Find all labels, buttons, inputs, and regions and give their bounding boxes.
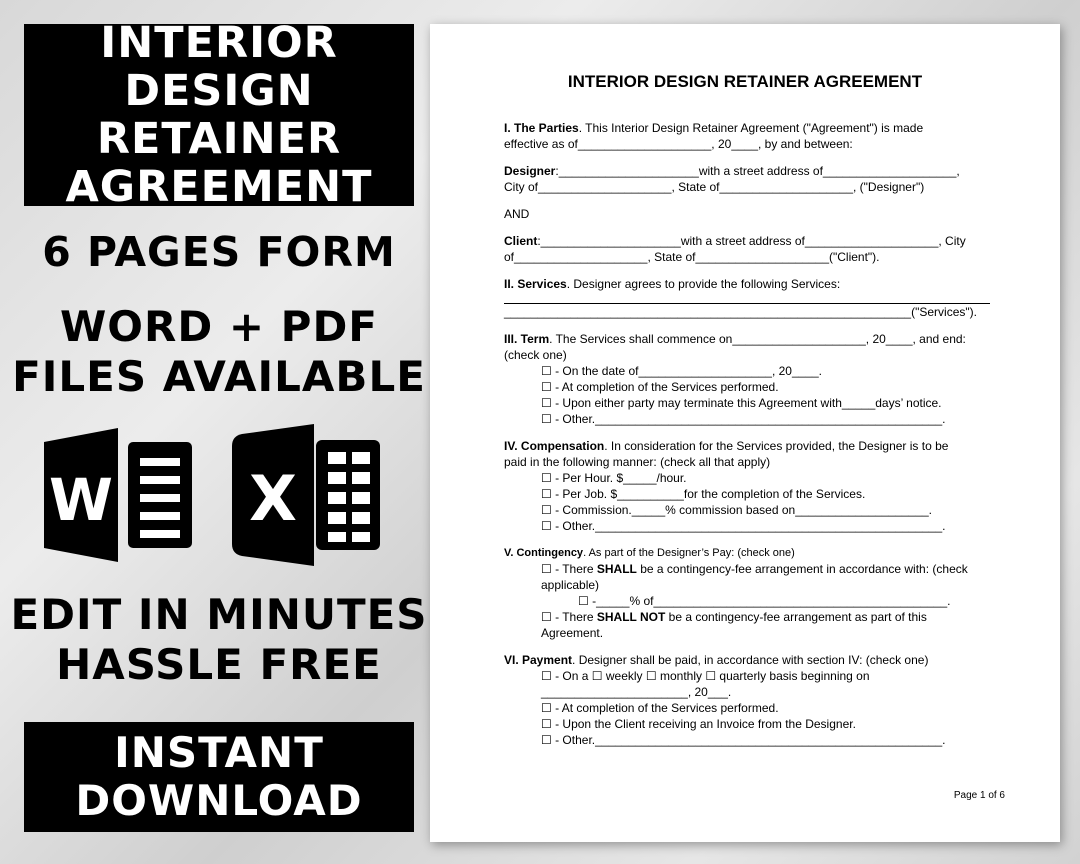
edit-line: EDIT IN MINUTES bbox=[10, 590, 428, 639]
section-heading: V. Contingency bbox=[504, 547, 584, 559]
excel-icon bbox=[232, 424, 382, 566]
excel-letter: X bbox=[249, 462, 297, 535]
services-paragraph: II. Services. Designer agrees to provide the following Services: bbox=[504, 277, 841, 291]
checkbox-option[interactable]: ☐ - Per Job. $__________for the completion of the Services. bbox=[541, 487, 866, 501]
section-heading: II. Services bbox=[504, 277, 567, 291]
designer-paragraph: Designer:_____________________with a street address of____________________, bbox=[504, 164, 960, 178]
formats-line: WORD + PDF bbox=[59, 302, 378, 351]
checkbox-option[interactable]: ☐ - On the date of____________________, 20____. bbox=[541, 364, 822, 378]
document-title: INTERIOR DESIGN RETAINER AGREEMENT bbox=[567, 72, 923, 91]
pages-count-text: 6 PAGES FORM bbox=[42, 228, 396, 276]
document-body bbox=[504, 120, 990, 748]
word-letter: W bbox=[49, 466, 113, 534]
word-icon bbox=[44, 428, 194, 562]
checkbox-option[interactable]: ☐ - At completion of the Services performed. bbox=[541, 701, 779, 715]
download-line: DOWNLOAD bbox=[75, 776, 363, 825]
designer-line: City of____________________, State of____________________, ("Designer") bbox=[504, 180, 925, 194]
checkbox-option[interactable]: ☐ - Commission._____% commission based on____________________. bbox=[541, 503, 933, 517]
checkbox-option[interactable]: ☐ - Other.____________________________________________________. bbox=[541, 412, 946, 426]
edit-text bbox=[0, 590, 438, 690]
page-number: Page 1 of 6 bbox=[953, 790, 1005, 801]
services-line: _____________________________________________________________("Services"). bbox=[504, 305, 977, 319]
title-line: INTERIOR DESIGN bbox=[100, 18, 338, 116]
checkbox-option[interactable]: ☐ -_____% of____________________________________________. bbox=[578, 594, 951, 608]
formats-text bbox=[0, 302, 438, 402]
section-heading: I. The Parties bbox=[504, 121, 579, 135]
payment-line: ______________________, 20___. bbox=[541, 685, 732, 699]
download-line: INSTANT bbox=[114, 728, 324, 777]
title-line: RETAINER bbox=[96, 114, 342, 164]
checkbox-option[interactable]: ☐ - Per Hour. $_____/hour. bbox=[541, 471, 687, 485]
contingency-line: Agreement. bbox=[541, 626, 604, 640]
contingency-paragraph: V. Contingency. As part of the Designer’s Pay: (check one) bbox=[504, 547, 795, 559]
and-text: AND bbox=[504, 207, 530, 221]
checkbox-option[interactable]: ☐ - There SHALL be a contingency-fee arrangement in accordance with: (check bbox=[541, 562, 968, 576]
formats-line: FILES AVAILABLE bbox=[12, 352, 426, 401]
checkbox-option[interactable]: ☐ - Upon the Client receiving an Invoice from the Designer. bbox=[541, 717, 856, 731]
parties-paragraph: I. The Parties. This Interior Design Retainer Agreement ("Agreement") is made bbox=[504, 121, 924, 135]
checkbox-option[interactable]: ☐ - Other.____________________________________________________. bbox=[541, 519, 946, 533]
client-paragraph: Client:_____________________with a street address of____________________, City bbox=[504, 234, 966, 248]
edit-line: HASSLE FREE bbox=[56, 640, 382, 689]
title-line: AGREEMENT bbox=[65, 162, 373, 212]
checkbox-option[interactable]: ☐ - On a ☐ weekly ☐ monthly ☐ quarterly basis beginning on bbox=[541, 669, 870, 683]
section-heading: VI. Payment bbox=[504, 653, 573, 667]
section-heading: Client bbox=[504, 234, 538, 248]
title-banner bbox=[24, 18, 414, 212]
section-heading: III. Term bbox=[504, 332, 550, 346]
checkbox-option[interactable]: ☐ - There SHALL NOT be a contingency-fee arrangement as part of this bbox=[541, 610, 927, 624]
checkbox-option[interactable]: ☐ - Upon either party may terminate this Agreement with_____days’ notice. bbox=[541, 396, 942, 410]
contingency-line: applicable) bbox=[541, 578, 600, 592]
compensation-paragraph: IV. Compensation. In consideration for the Services provided, the Designer is to be bbox=[504, 439, 949, 453]
checkbox-option[interactable]: ☐ - At completion of the Services performed. bbox=[541, 380, 779, 394]
services-blank-line bbox=[504, 292, 990, 304]
payment-paragraph: VI. Payment. Designer shall be paid, in accordance with section IV: (check one) bbox=[504, 653, 929, 667]
document-page bbox=[430, 24, 1060, 842]
term-paragraph: III. Term. The Services shall commence on____________________, 20____, and end: bbox=[504, 332, 966, 346]
term-line: (check one) bbox=[504, 348, 567, 362]
download-banner bbox=[24, 722, 414, 832]
client-line: of____________________, State of____________________("Client"). bbox=[504, 250, 880, 264]
parties-line: effective as of____________________, 20____, by and between: bbox=[504, 137, 853, 151]
section-heading: Designer bbox=[504, 164, 556, 178]
checkbox-option[interactable]: ☐ - Other.____________________________________________________. bbox=[541, 733, 946, 747]
section-heading: IV. Compensation bbox=[504, 439, 605, 453]
compensation-line: paid in the following manner: (check all that apply) bbox=[504, 455, 771, 469]
